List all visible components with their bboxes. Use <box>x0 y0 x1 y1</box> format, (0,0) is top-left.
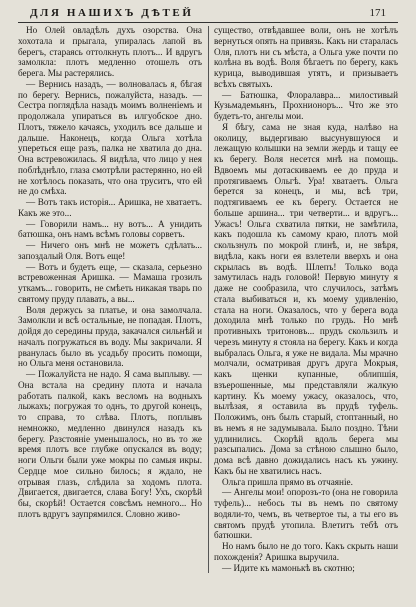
left-column <box>18 25 202 573</box>
column-divider <box>208 26 209 573</box>
paragraph: — Вотъ и будетъ еще, — сказала, серьезно встревоженная Аришка. — Мамаша грозилъ уткамъ... говорить, не смѣеть никакая тварь по святому пруду плавать, а вы... <box>18 261 202 304</box>
page-header <box>18 6 398 23</box>
paragraph: — Идите къ мамонькѣ въ скотню; <box>222 562 355 573</box>
paragraph: — Говорили намъ... ну вотъ... А унидить батюшка, онъ намъ всѣмъ головы сорветъ. <box>18 218 202 240</box>
page-number: 171 <box>369 7 386 19</box>
paragraph: — Вотъ такъ исторія... Аришка, не хватаетъ. Какъ же это... <box>18 197 202 218</box>
running-title: ДЛЯ НАШИХЪ ДѢТЕЙ <box>30 7 194 19</box>
text-columns <box>18 25 398 573</box>
paragraph: — Вернись назадъ, — волновалась я, бѣгая по берегу. Вернись, пожалуйста, назадъ. — Сестра поглядѣла назадъ моимъ волненіемъ и продолжала упираться въ илгуобское дно. Плотъ, тяжело качаясь, уходилъ все дальше и дальше. Наконецъ, когда Ольга хотѣла упереться еще разъ, палка не хватила до дна. Она встревожилась. Я видѣла, что лицо у нея поблѣднѣло, глаза смотрѣли растерянно, но ей не хотѣлось показать, что она труситъ, что ей не до смѣха. <box>18 78 202 197</box>
paragraph: Но Олей овладѣлъ духъ озорства. Она хохотала и прыгала, упиралась лапой въ берегъ, стараясь оттолкнуть плотъ... И вдругъ замолкла: плотъ медленно отошелъ отъ берега. Мы растерялись. <box>18 25 202 78</box>
paragraph: Я бѣгу, сама не зная куда, налѣво на околицу, выдергиваю высунувшуюся и лежащую колышки на земли жердь и тащу ее къ берегу. Воля несется мнѣ на помощь. Вдвоемъ мы дотаскиваемъ ее до пруда и протягиваемъ Ольгѣ. Ура! хватаетъ. Ольга берется за конецъ, и мы, всѣ три, подтягиваемъ ее къ берегу. Остается не больше аршина... три четверти... и вдругъ... Ужасъ! Ольга схватила пятки, не замѣтила, какъ подошла къ самому краю, плотъ мой скользнулъ по мокрой глинѣ, и, не звѣря, видѣла, какъ ноги ея взлетели вверхъ и она скрылась въ водѣ. Шлепъ! Только вода замутилась надъ головой! Первую минуту я даже не сообразила, что случилось, затѣмъ стала выбиваться и, къ моему удивленію, стала на ноги. Оказалось, что у берега вода доходила мнѣ только по грудь. Но мнѣ противныхъ тритоновъ... прудъ скользилъ и черезъ минуту я стояла на берегу. Какъ и когда выбралась Ольга, я уже не видала. Мы мрачно молчали, осматривая другъ друга Мокрыя, какъ щенки купанные, облипшія, взъерошенные, мы представляли жалкую картину. Къ моему ужасу, оказалось, что, вылѣзая, я оставила въ прудѣ туфель. Положимъ, онъ былъ старый, стоптанный, но въ немъ я не задумывала. Было поздно. Тѣни удлинились. Скорѣй вдоль берега мы разсыпались. Дома за стѣною слышно было, дома всѣ давно дожидались насъ къ ужину. Какъ бы не хватились насъ. <box>214 121 398 476</box>
paragraph: Ольга пришла прямо въ отчаяніе. <box>222 476 353 487</box>
paragraph: — Батюшка, Флоралавра... милостивый Кузьмадемьянъ, Прохнионоръ... Что же это будетъ-то, ангелы мои. <box>214 89 398 121</box>
paragraph: Воля держусь за платье, и она замолчала. Замолкли и всѣ остальные, не попадая. Плотъ, дойдя до середины пруда, закачался сильнѣй и началъ погружаться въ воду. Мы закричали. Я рванулась было въ усадьбу просить помощи, но Ольга меня остановила. <box>18 304 202 369</box>
paragraph: существо, отвѣдавшее воли, онъ не хотѣлъ вернуться опять на привязь. Какъ ни старалась Оля, плотъ ни съ мѣста, а Ольга уже почти по колѣна въ водѣ. Воля бѣгаетъ по берегу, какъ курица, выводившая утятъ, и призываетъ всѣхъ святыхъ. <box>214 25 398 89</box>
paragraph: — Пожалуйста не надо. Я сама выплыву. — Она встала на средину плота и начала работать палкой, какъ весломъ на водныхъ лыжахъ; погружая то однъ, то другой конецъ, то справа, то слѣва. Плотъ, поплывъ немножко, медленно двинулся назадъ къ берегу. Разстояніе уменьшалось, но въ то же время плотъ все глубже опускался въ воду; ноги Ольги были уже мокры по самыя икры. Сердце мое сильно билось; я ждало, не отрывая глазъ, слѣдила за ходомъ плота. Двигается, двигается, слава Богу! Ухъ, скорѣй бы, скорѣй! Остается совсѣмъ немного... Но плотъ вдругъ заупрямился. Словно живо- <box>18 369 202 519</box>
paragraph: — Ничего онъ мнѣ не можетъ сдѣлать... запоздалый Оля. Вотъ еще! <box>18 240 202 261</box>
paragraph: — Ангелы мои! опорозъ-то (она не говорила туфель)... небось ты въ немъ по святому водяли-то, чемъ, въ четвертое ты, а ты его въ святомъ прудѣ утопила. Влетитъ тебѣ отъ батюшки. <box>214 487 398 541</box>
paragraph: Но намъ было не до того. Какъ скрыть наши похожденія? Аришка выручила. <box>214 541 398 562</box>
right-column <box>214 25 398 573</box>
